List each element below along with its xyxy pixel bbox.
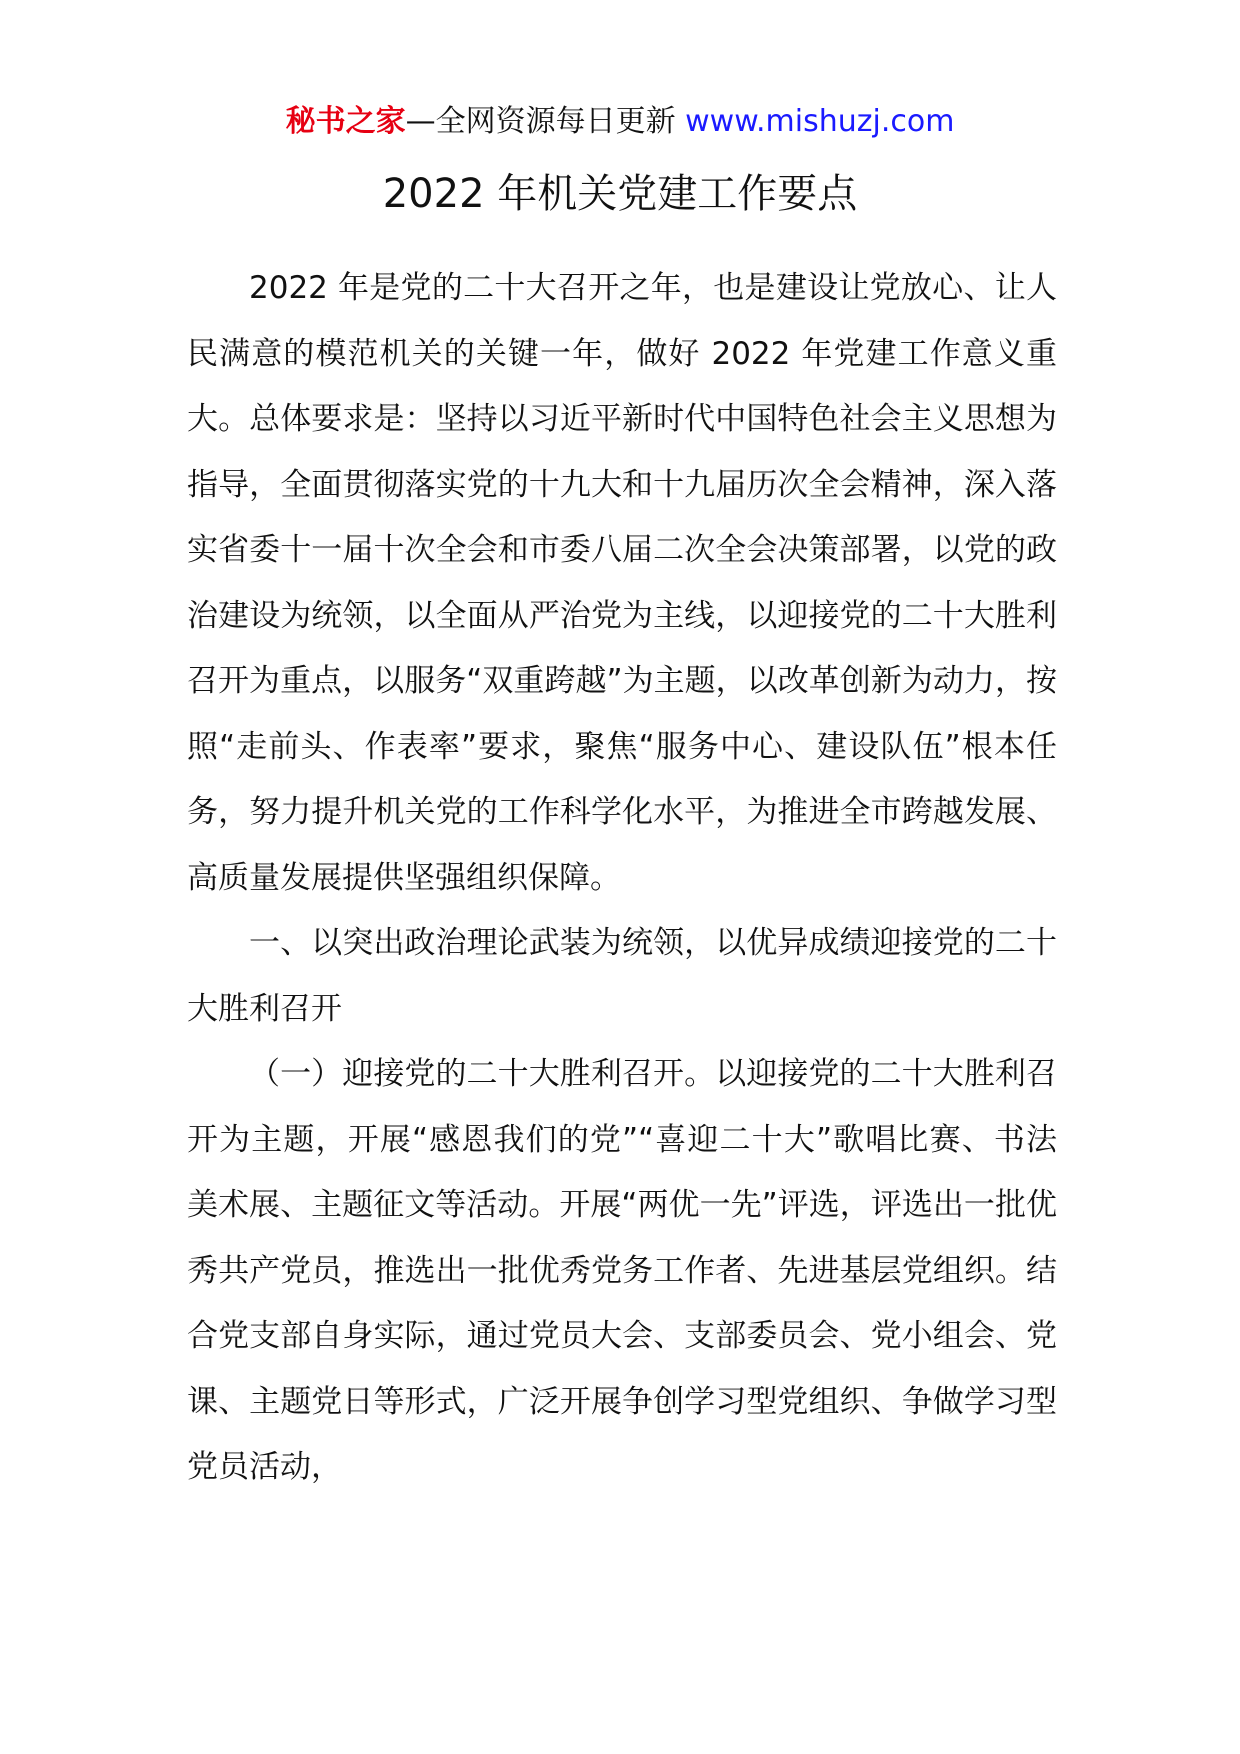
brand-name: 秘书之家: [285, 104, 406, 139]
intro-paragraph: 2022 年是党的二十大召开之年，也是建设让党放心、让人民满意的模范机关的关键一年，做好 2022 年党建工作意义重大。总体要求是：坚持以习近平新时代中国特色社会主义思想为指导，全面贯彻落实党的十九大和十九届历次全会精神，深入落实省委十一届十次全会和市委八届二次全会决策部署，以党的政治建设为统领，以全面从严治党为主线，以迎接党的二十大胜利召开为重点，以服务“双重跨越”为主题，以改革创新为动力，按照“走前头、作表率”要求，聚焦“服务中心、建设队伍”根本任务，努力提升机关党的工作科学化水平，为推进全市跨越发展、高质量发展提供坚强组织保障。: [187, 270, 1057, 896]
subsection-paragraph-1: （一）迎接党的二十大胜利召开。以迎接党的二十大胜利召开为主题，开展“感恩我们的党”“喜迎二十大”歌唱比赛、书法美术展、主题征文等活动。开展“两优一先”评选，评选出一批优秀共产党员，推选出一批优秀党务工作者、先进基层党组织。结合党支部自身实际，通过党员大会、支部委员会、党小组会、党课、主题党日等形式，广泛开展争创学习型党组织、争做学习型党员活动，: [187, 1056, 1057, 1485]
website-link[interactable]: www.mishuzj.com: [685, 104, 955, 139]
section-heading-1: 一、以突出政治理论武装为统领，以优异成绩迎接党的二十大胜利召开: [187, 925, 1057, 1027]
site-header-banner: [0, 100, 1240, 144]
document-title: 2022 年机关党建工作要点: [382, 171, 858, 217]
document-body: [187, 256, 1057, 1501]
header-slogan: —全网资源每日更新: [405, 104, 686, 139]
